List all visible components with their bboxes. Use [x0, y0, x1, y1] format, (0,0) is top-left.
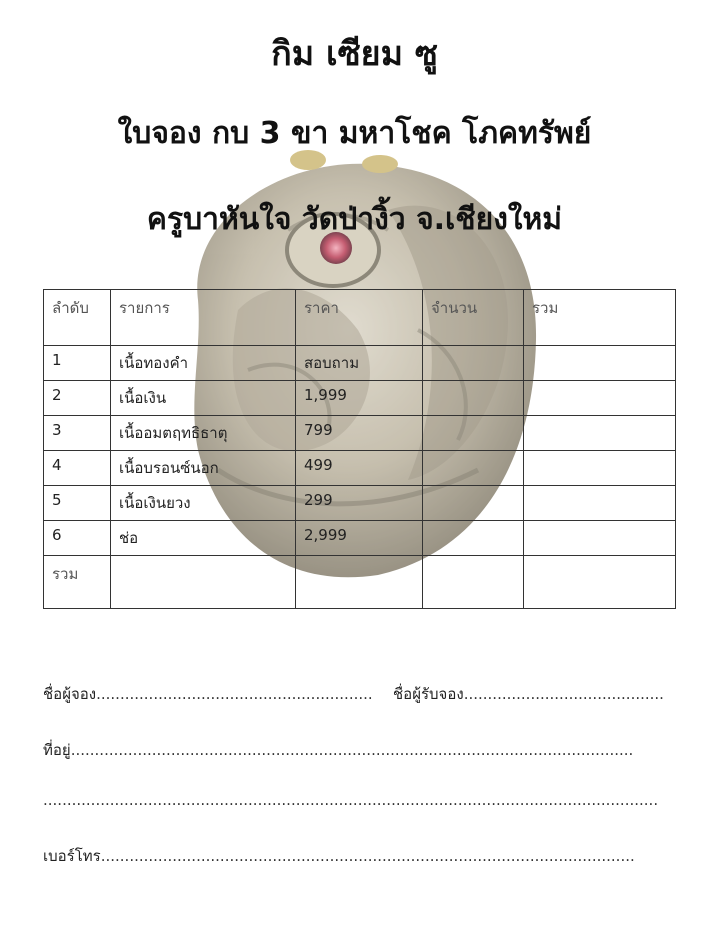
row-no: 1	[44, 346, 111, 381]
row-total[interactable]	[524, 486, 676, 521]
table-row	[44, 346, 676, 381]
row-no: 6	[44, 521, 111, 556]
table-header-row	[44, 290, 676, 346]
table-row	[44, 451, 676, 486]
col-header-qty: จำนวน	[423, 290, 524, 346]
row-qty[interactable]	[423, 521, 524, 556]
row-price: สอบถาม	[296, 346, 423, 381]
row-no: 2	[44, 381, 111, 416]
phone-field[interactable]	[43, 844, 653, 868]
row-qty[interactable]	[423, 451, 524, 486]
receiver-label: ชื่อผู้รับจอง	[393, 685, 464, 703]
row-no: 4	[44, 451, 111, 486]
row-item: เนื้อเงินยวง	[111, 486, 296, 521]
booker-field[interactable]	[43, 682, 373, 706]
row-total[interactable]	[524, 381, 676, 416]
row-price: 799	[296, 416, 423, 451]
col-header-price: ราคา	[296, 290, 423, 346]
row-item: ช่อ	[111, 521, 296, 556]
address-line-2-dots: .................................................................................................................................	[43, 791, 659, 809]
row-item: เนื้อทองคำ	[111, 346, 296, 381]
row-no: 3	[44, 416, 111, 451]
address-dots: ......................................................................................................................	[70, 741, 634, 759]
row-qty[interactable]	[423, 346, 524, 381]
row-price: 2,999	[296, 521, 423, 556]
form-title: ใบจอง กบ 3 ขา มหาโชค โภคทรัพย์	[117, 116, 592, 151]
row-total[interactable]	[524, 521, 676, 556]
row-total[interactable]	[524, 451, 676, 486]
row-qty[interactable]	[423, 486, 524, 521]
table-total-row	[44, 556, 676, 609]
row-total[interactable]	[524, 346, 676, 381]
row-qty[interactable]	[423, 416, 524, 451]
row-item: เนื้อเงิน	[111, 381, 296, 416]
total-label: รวม	[44, 556, 111, 609]
booker-label: ชื่อผู้จอง	[43, 685, 97, 703]
total-blank	[296, 556, 423, 609]
monk-temple-subtitle: ครูบาหันใจ วัดป่างิ้ว จ.เชียงใหม่	[146, 202, 563, 237]
receiver-dots: ..........................................	[463, 685, 664, 703]
address-label: ที่อยู่	[43, 741, 71, 759]
col-header-total: รวม	[524, 290, 676, 346]
phone-dots: ................................................................................................................	[100, 847, 635, 865]
table-row	[44, 416, 676, 451]
booker-line	[43, 682, 664, 706]
address-line-2[interactable]	[43, 791, 659, 809]
row-no: 5	[44, 486, 111, 521]
row-price: 1,999	[296, 381, 423, 416]
phone-label: เบอร์โทร	[43, 847, 101, 865]
table-row	[44, 381, 676, 416]
address-field[interactable]	[43, 738, 653, 762]
row-item: เนื้ออมตฤทธิธาตุ	[111, 416, 296, 451]
table-row	[44, 486, 676, 521]
col-header-item: รายการ	[111, 290, 296, 346]
col-header-no: ลำดับ	[44, 290, 111, 346]
shop-name: กิม เซียม ซู	[271, 34, 438, 74]
row-price: 499	[296, 451, 423, 486]
row-item: เนื้อบรอนซ์นอก	[111, 451, 296, 486]
total-qty[interactable]	[423, 556, 524, 609]
total-blank	[111, 556, 296, 609]
order-table	[43, 289, 676, 609]
row-price: 299	[296, 486, 423, 521]
table-row	[44, 521, 676, 556]
booker-dots: ..........................................................	[96, 685, 373, 703]
receiver-field[interactable]	[393, 682, 664, 706]
total-sum[interactable]	[524, 556, 676, 609]
row-qty[interactable]	[423, 381, 524, 416]
row-total[interactable]	[524, 416, 676, 451]
